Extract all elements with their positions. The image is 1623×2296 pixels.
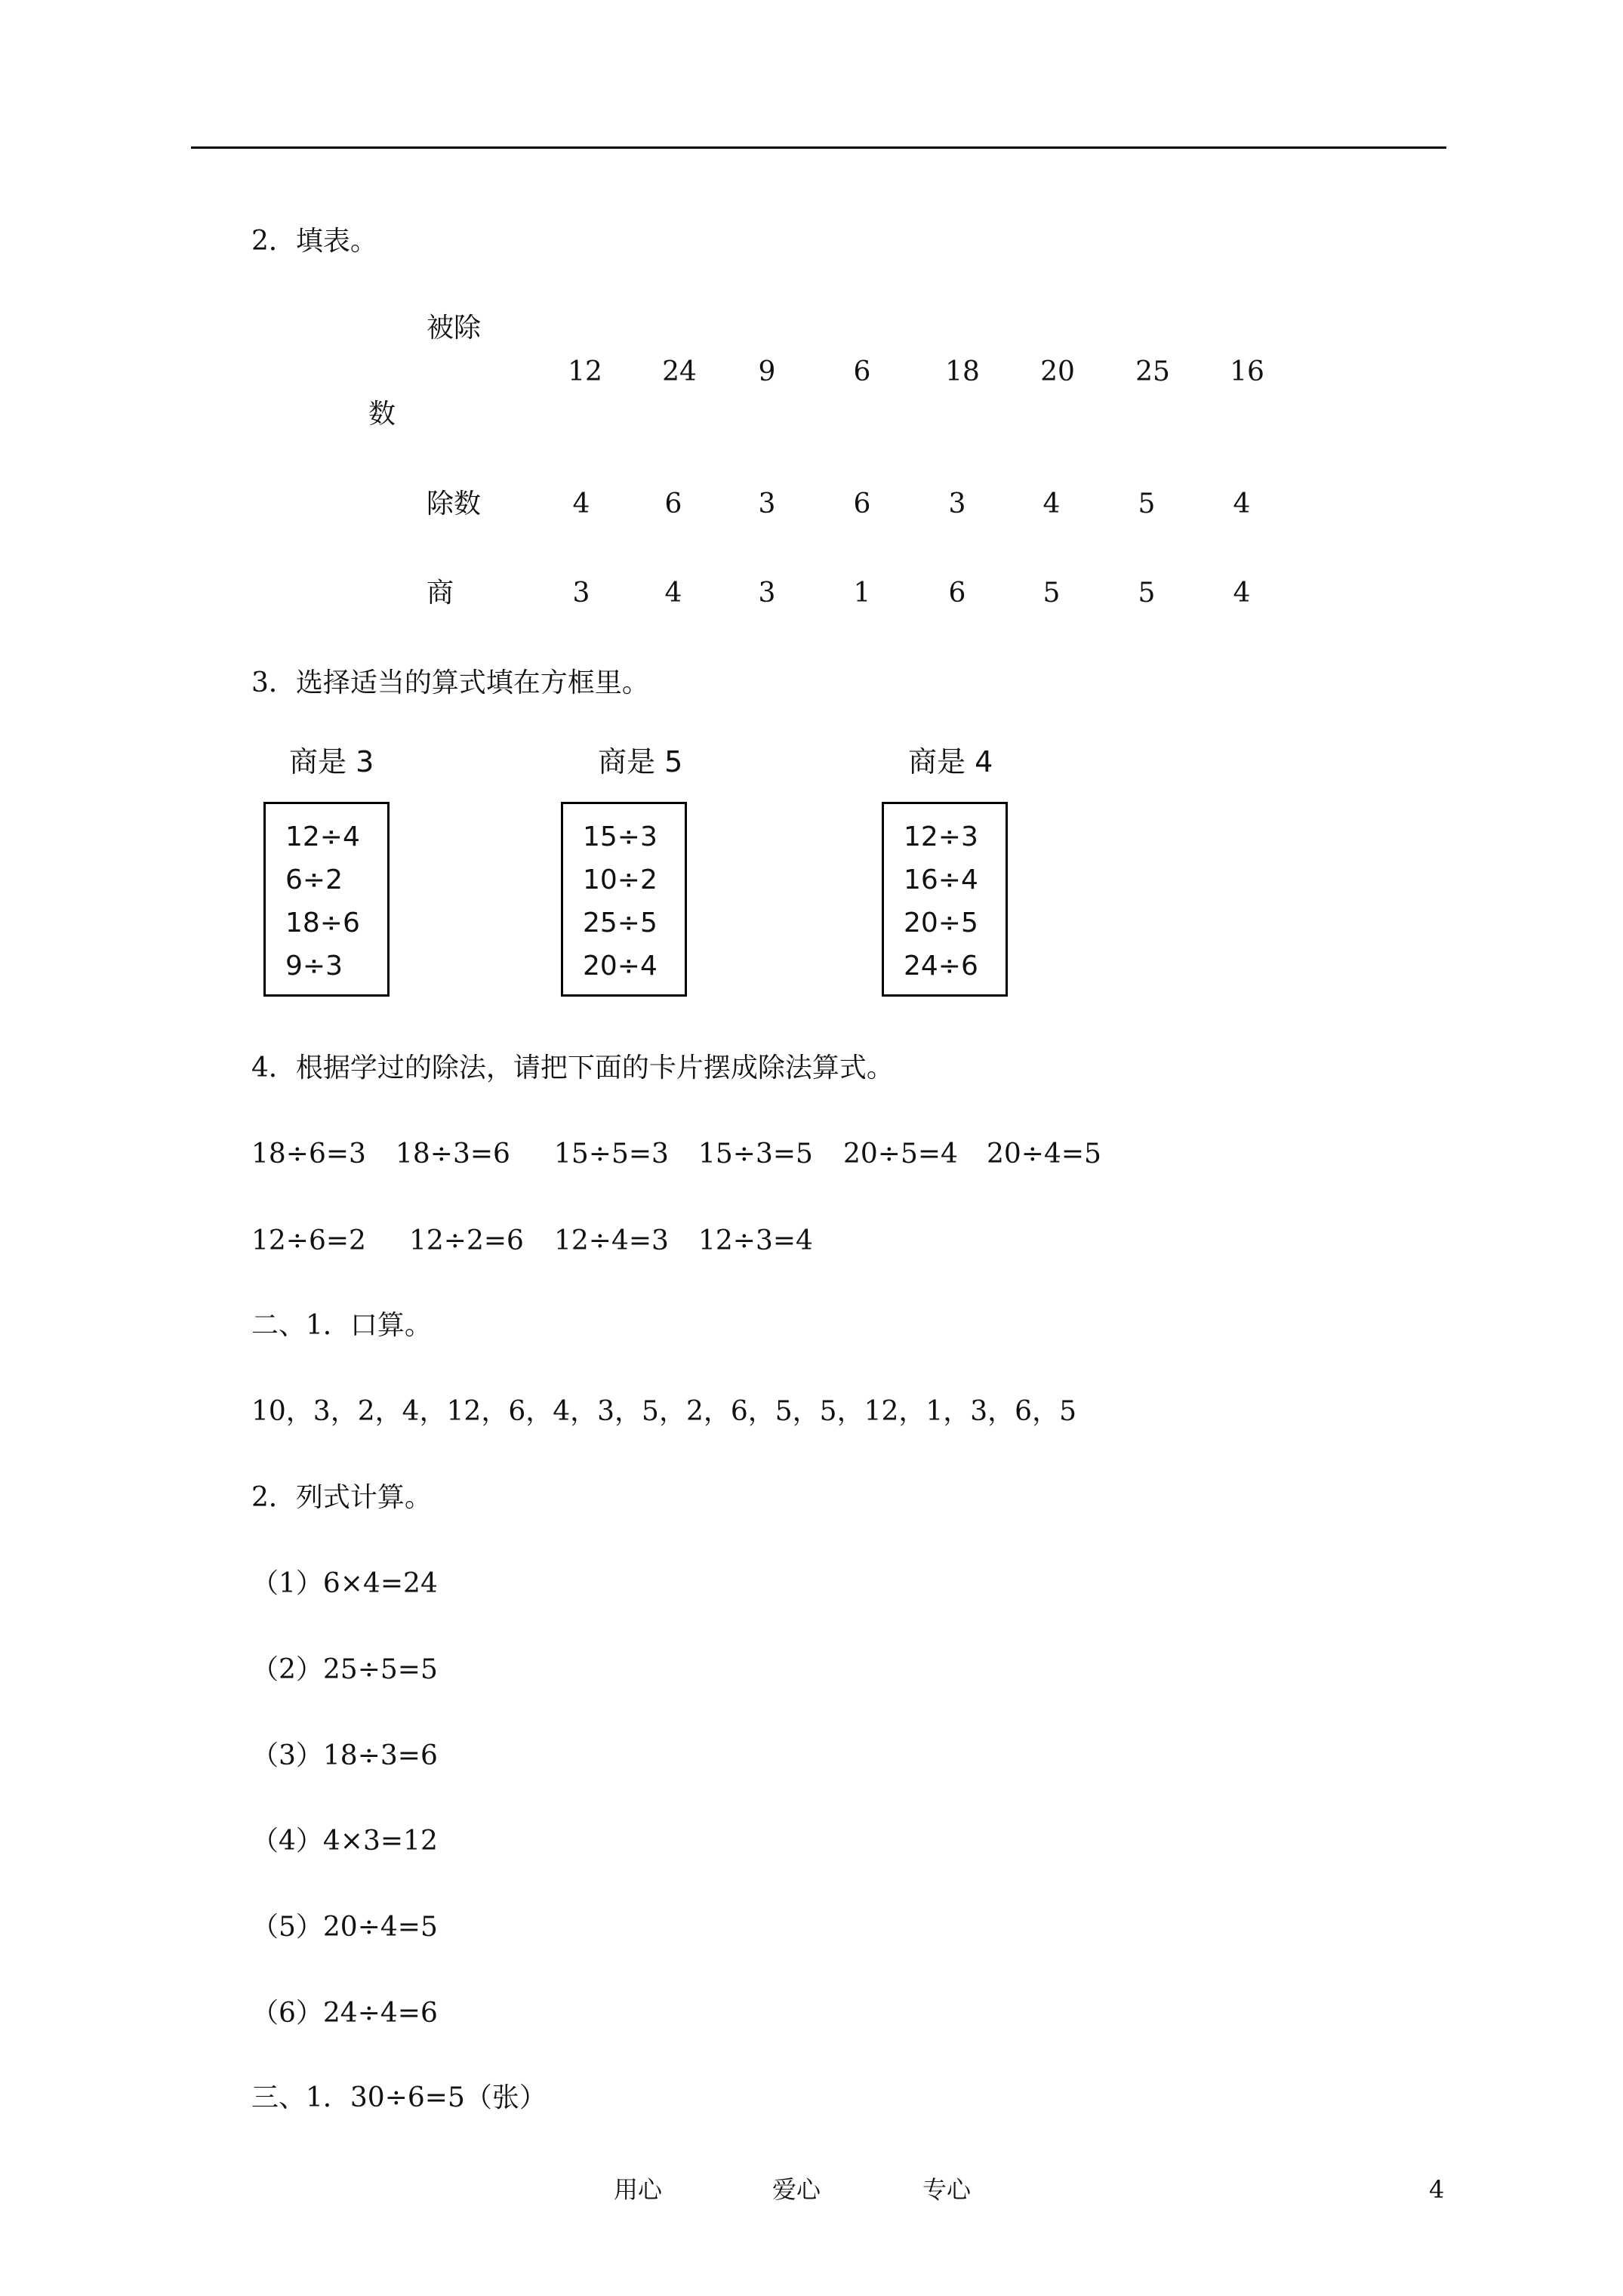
box-label-quotient-3: 商是 3 <box>289 745 374 778</box>
equation-card: 18÷6=3 <box>251 1139 366 1170</box>
quotient-cell: 1 <box>853 578 871 609</box>
calculation-item: （2）25÷5=5 <box>251 1654 438 1685</box>
q3-title: 3．选择适当的算式填在方框里。 <box>251 667 649 698</box>
footer-motto-1: 用心 <box>614 2175 663 2204</box>
dividend-cell: 20 <box>1040 356 1075 387</box>
quotient-cell: 4 <box>664 578 682 609</box>
box-expression: 12÷3 <box>904 821 978 852</box>
mental-math-answers: 10，3，2，4，12，6，4，3，5，2，6，5，5，12，1，3，6，5 <box>251 1396 1076 1427</box>
box-expression: 10÷2 <box>583 864 658 895</box>
dividend-cell: 6 <box>853 356 871 387</box>
quotient-cell: 3 <box>572 578 590 609</box>
table-label-quotient: 商 <box>427 578 454 609</box>
calculation-item: （5）20÷4=5 <box>251 1912 438 1943</box>
calculation-item: （3）18÷3=6 <box>251 1740 438 1771</box>
box-expression: 16÷4 <box>904 864 978 895</box>
part2-q1-title: 二、1．口算。 <box>251 1310 432 1341</box>
footer-motto-3: 专心 <box>922 2175 972 2204</box>
answer-box-quotient-4 <box>882 802 1008 997</box>
divisor-cell: 5 <box>1138 488 1156 519</box>
dividend-cell: 16 <box>1230 356 1264 387</box>
part2-q2-title: 2．列式计算。 <box>251 1482 432 1513</box>
box-expression: 6÷2 <box>285 864 343 895</box>
footer-motto-2: 爱心 <box>772 2175 821 2204</box>
equation-card: 12÷2=6 <box>409 1225 524 1256</box>
dividend-cell: 24 <box>662 356 697 387</box>
box-label-quotient-4: 商是 4 <box>908 745 993 778</box>
box-expression: 20÷5 <box>904 908 978 938</box>
quotient-cell: 5 <box>1138 578 1156 609</box>
box-expression: 15÷3 <box>583 821 658 852</box>
dividend-cell: 9 <box>758 356 776 387</box>
divisor-cell: 4 <box>572 488 590 519</box>
box-expression: 25÷5 <box>583 908 658 938</box>
quotient-cell: 5 <box>1042 578 1061 609</box>
equation-card: 20÷4=5 <box>987 1139 1101 1170</box>
divisor-cell: 4 <box>1042 488 1061 519</box>
part3-q1: 三、1．30÷6=5（张） <box>251 2082 547 2113</box>
answer-box-quotient-5 <box>561 802 687 997</box>
quotient-cell: 4 <box>1233 578 1251 609</box>
box-expression: 9÷3 <box>285 951 343 982</box>
divisor-cell: 3 <box>758 488 776 519</box>
page-number: 4 <box>1429 2175 1445 2204</box>
equation-card: 20÷5=4 <box>843 1139 958 1170</box>
quotient-cell: 6 <box>948 578 966 609</box>
answer-box-quotient-3 <box>263 802 390 997</box>
equation-card: 15÷5=3 <box>554 1139 669 1170</box>
q2-title: 2．填表。 <box>251 226 377 257</box>
equation-card: 12÷3=4 <box>698 1225 813 1256</box>
box-expression: 24÷6 <box>904 951 978 982</box>
equation-card: 12÷4=3 <box>554 1225 669 1256</box>
quotient-cell: 3 <box>758 578 776 609</box>
equation-card: 15÷3=5 <box>698 1139 813 1170</box>
box-expression: 18÷6 <box>285 908 360 938</box>
divisor-cell: 6 <box>853 488 871 519</box>
calculation-item: （6）24÷4=6 <box>251 1998 438 2029</box>
calculation-item: （1）6×4=24 <box>251 1568 438 1599</box>
calculation-item: （4）4×3=12 <box>251 1826 438 1857</box>
dividend-cell: 12 <box>568 356 602 387</box>
table-label-divisor: 除数 <box>427 488 482 519</box>
equation-card: 12÷6=2 <box>251 1225 366 1256</box>
box-expression: 20÷4 <box>583 951 658 982</box>
header-rule <box>191 146 1446 149</box>
equation-card: 18÷3=6 <box>396 1139 510 1170</box>
divisor-cell: 6 <box>664 488 682 519</box>
divisor-cell: 4 <box>1233 488 1251 519</box>
box-expression: 12÷4 <box>285 821 360 852</box>
divisor-cell: 3 <box>948 488 966 519</box>
table-label-dividend-2: 数 <box>368 399 396 430</box>
box-label-quotient-5: 商是 5 <box>598 745 683 778</box>
dividend-cell: 25 <box>1135 356 1170 387</box>
table-label-dividend-1: 被除 <box>427 313 482 344</box>
q4-title: 4．根据学过的除法，请把下面的卡片摆成除法算式。 <box>251 1052 894 1083</box>
dividend-cell: 18 <box>945 356 980 387</box>
